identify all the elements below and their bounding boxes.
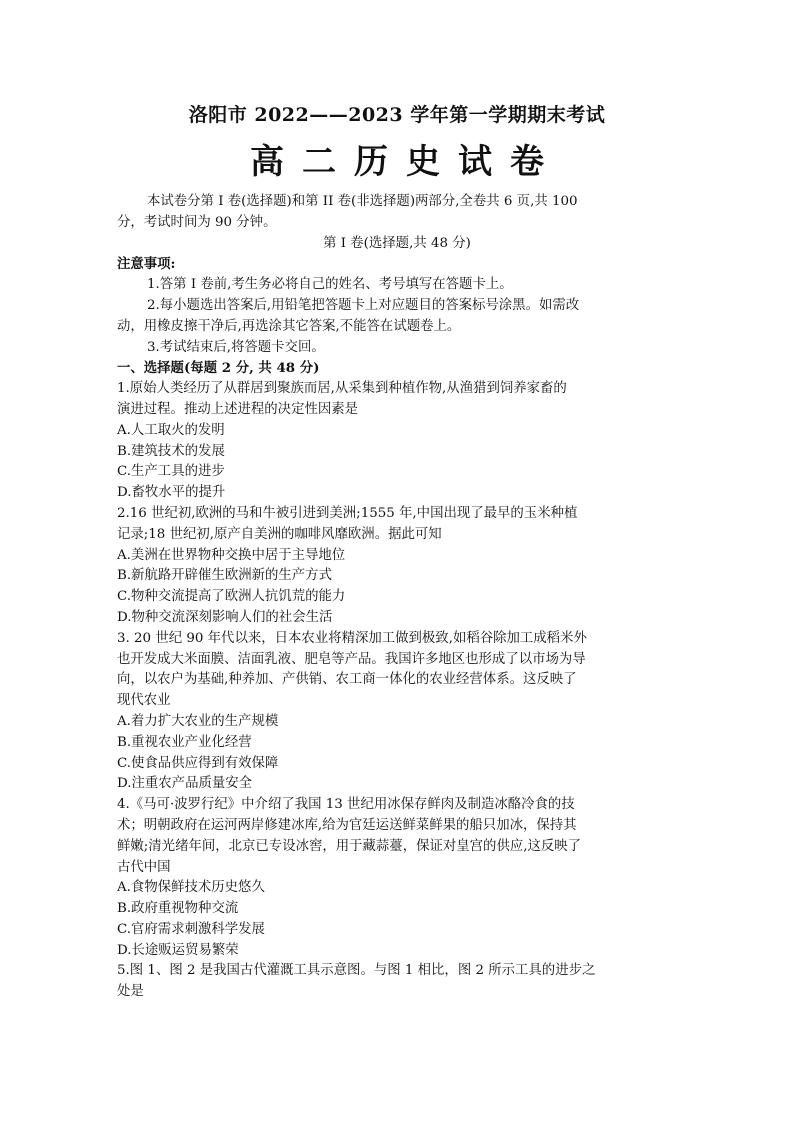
- answer-option: D.注重农产品质量安全: [117, 776, 253, 792]
- intro-line: 本试卷分第 I 卷(选择题)和第 II 卷(非选择题)两部分,全卷共 6 页,共 100: [147, 194, 578, 209]
- question-stem: 术；明朝政府在运河两岸修建冰库,给为官廷运送鲜菜鲜果的船只加冰，保持其: [117, 817, 577, 833]
- question: [117, 961, 677, 1003]
- answer-option: D.畜牧水平的提升: [117, 485, 226, 501]
- notice-item: 动，用橡皮擦干净后,再选涂其它答案,不能答在试题卷上。: [117, 318, 461, 334]
- notice-title: 注意事项:: [117, 256, 176, 273]
- answer-option: C.官府需求刺激科学发展: [117, 921, 265, 937]
- question-stem: 5.图 1、图 2 是我国古代灌溉工具示意图。与图 1 相比，图 2 所示工具的进步之: [117, 963, 596, 979]
- section-heading: 第 I 卷(选择题,共 48 分): [323, 235, 471, 251]
- intro: [117, 192, 677, 254]
- answer-option: A.食物保鲜技术历史悠久: [117, 880, 265, 896]
- intro-line: 分，考试时间为 90 分钟。: [117, 214, 277, 230]
- answer-option: B.重视农业产业化经营: [117, 734, 252, 750]
- notice-item: 2.每小题选出答案后,用铅笔把答题卡上对应题目的答案标号涂黑。如需改: [147, 297, 580, 313]
- exam-title: 洛阳市 2022——2023 学年第一学期期末考试: [188, 104, 606, 126]
- question-stem: 鲜嫩;清光绪年间，北京已专设冰窖，用于藏蒜薹，保证对皇宫的供应,这反映了: [117, 838, 582, 854]
- question-stem: 处是: [117, 984, 144, 1000]
- question: [117, 795, 677, 961]
- answer-option: C.生产工具的进步: [117, 464, 225, 480]
- question-stem: 现代农业: [117, 693, 171, 709]
- question: [117, 504, 677, 629]
- answer-option: B.建筑技术的发展: [117, 443, 225, 459]
- notice-item: 1.答第 I 卷前,考生务必将自己的姓名、考号填写在答题卡上。: [147, 277, 513, 293]
- answer-option: C.使食品供应得到有效保障: [117, 755, 279, 771]
- part-heading: 一、选择题(每题 2 分, 共 48 分): [117, 360, 320, 377]
- question-stem: 2.16 世纪初,欧洲的马和牛被引进到美洲;1555 年,中国出现了最早的玉米种植: [117, 505, 578, 521]
- question: [117, 379, 677, 504]
- question-stem: 演进过程。推动上述进程的决定性因素是: [117, 401, 359, 417]
- answer-option: A.着力扩大农业的生产规模: [117, 713, 279, 729]
- question-stem: 记录;18 世纪初,原产自美洲的咖啡风靡欧洲。据此可知: [117, 526, 442, 542]
- notice: [117, 254, 677, 358]
- question-stem: 向，以农户为基础,种养加、产供销、农工商一体化的农业经营体系。这反映了: [117, 672, 577, 688]
- answer-option: B.新航路开辟催生欧洲新的生产方式: [117, 568, 332, 584]
- question-stem: 1.原始人类经历了从群居到聚族而居,从采集到种植作物,从渔猎到饲养家畜的: [117, 381, 567, 397]
- exam-page: [117, 100, 677, 1003]
- question-list: [117, 379, 677, 1003]
- subject-title: 高二历史试卷: [250, 142, 562, 182]
- notice-item: 3.考试结束后,将答题卡交回。: [147, 339, 325, 355]
- answer-option: A.美洲在世界物种交换中居于主导地位: [117, 547, 346, 563]
- question-stem: 4.《马可·波罗行纪》中介绍了我国 13 世纪用冰保存鲜肉及制造冰酪冷食的技: [117, 797, 575, 813]
- answer-option: B.政府重视物种交流: [117, 901, 239, 917]
- question-stem: 3. 20 世纪 90 年代以来，日本农业将精深加工做到极致,如稻谷除加工成稻米外: [117, 630, 587, 646]
- question-stem: 古代中国: [117, 859, 171, 875]
- answer-option: C.物种交流提高了欧洲人抗饥荒的能力: [117, 589, 346, 605]
- question: [117, 629, 677, 795]
- question-stem: 也开发成大米面膜、洁面乳液、肥皂等产品。我国许多地区也形成了以市场为导: [117, 651, 586, 667]
- answer-option: A.人工取火的发明: [117, 422, 225, 438]
- answer-option: D.物种交流深刻影响人们的社会生活: [117, 609, 333, 625]
- answer-option: D.长途贩运贸易繁荣: [117, 942, 239, 958]
